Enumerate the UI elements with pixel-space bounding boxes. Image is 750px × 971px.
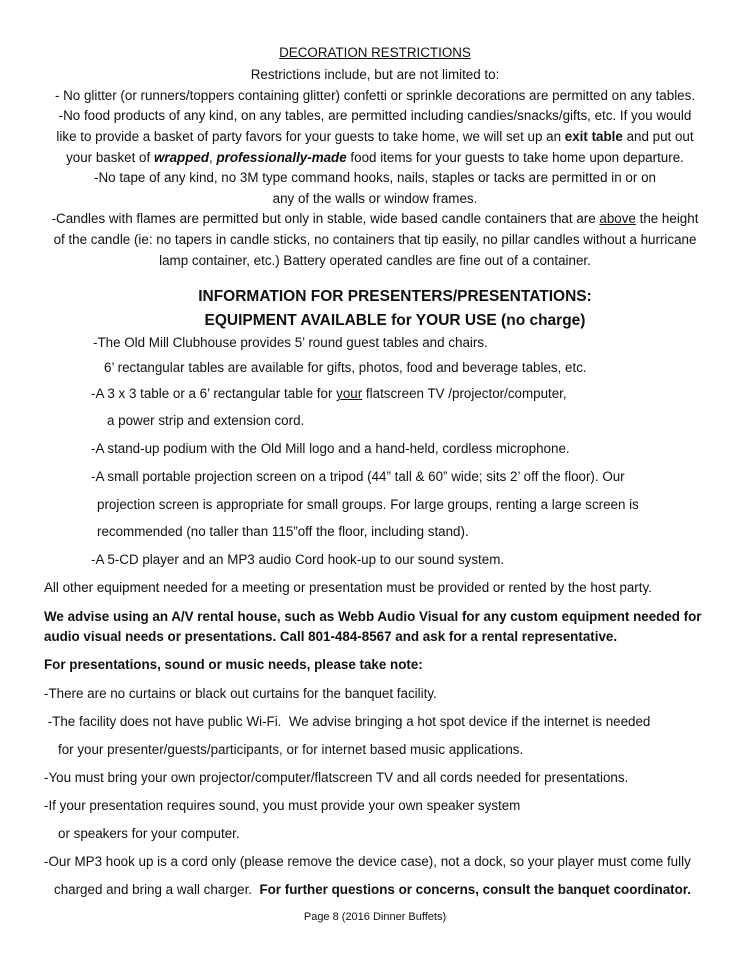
tables-line-2: 6’ rectangular tables are available for gifts, photos, food and beverage tables, etc. [104,360,587,375]
candle-rule-line-1: -Candles with flames are permitted but only in stable, wide based candle containers that are above the height [51,211,699,226]
professionally-made-emphasis: professionally-made [216,150,347,165]
decoration-intro: Restrictions include, but are not limited to: [250,67,500,82]
sound-line-2: or speakers for your computer. [58,826,240,841]
mp3-line-1: -Our MP3 hook up is a cord only (please remove the device case), not a dock, so your player must come fully [44,854,691,869]
wifi-line-1: -The facility does not have public Wi-Fi. We advise bringing a hot spot device if the internet is needed [44,714,651,729]
wifi-line-2: for your presenter/guests/participants, or for internet based music applications. [58,742,524,757]
tv-table-line-2: a power strip and extension cord. [107,413,305,428]
tape-rule-line-1: -No tape of any kind, no 3M type command hooks, nails, staples or tacks are permitted in or on [94,170,656,185]
glitter-rule: - No glitter (or runners/toppers containing glitter) confetti or sprinkle decorations are permitted on any tables. [54,88,696,103]
cd-player-line: -A 5-CD player and an MP3 audio Cord hook-up to our sound system. [91,552,505,567]
av-rental-line-1: We advise using an A/V rental house, such as Webb Audio Visual for any custom equipment needed for [44,609,702,624]
other-equipment-line: All other equipment needed for a meeting or presentation must be provided or rented by the host party. [44,580,652,595]
mp3-line-2: charged and bring a wall charger. For further questions or concerns, consult the banquet coordinator. [54,882,691,897]
podium-line: -A stand-up podium with the Old Mill logo and a hand-held, cordless microphone. [91,441,570,456]
decoration-title [0,43,750,63]
screen-line-2: projection screen is appropriate for small groups. For large groups, renting a large screen is [97,497,639,512]
candle-rule-line-3: lamp container, etc.) Battery operated candles are fine out of a container. [159,253,591,268]
curtains-line: -There are no curtains or black out curtains for the banquet facility. [44,686,437,701]
exit-table-emphasis: exit table [564,129,623,144]
sound-line-1: -If your presentation requires sound, you must provide your own speaker system [44,798,521,813]
food-rule-line-2: like to provide a basket of party favors for your guests to take home, we will set up an exit table and put out [56,129,694,144]
tv-table-line-1: -A 3 x 3 table or a 6’ rectangular table for your flatscreen TV /projector/computer, [91,386,567,401]
page-footer: Page 8 (2016 Dinner Buffets) [303,911,447,923]
tables-line-1: -The Old Mill Clubhouse provides 5’ round guest tables and chairs. [93,335,488,350]
take-note-heading: For presentations, sound or music needs, please take note: [44,657,423,672]
wrapped-emphasis: wrapped [153,150,209,165]
tape-rule-line-2: any of the walls or window frames. [272,191,478,206]
equipment-heading: EQUIPMENT AVAILABLE for YOUR USE (no charge) [204,312,586,329]
av-rental-line-2: audio visual needs or presentations. Call 801-484-8567 and ask for a rental representative. [44,629,618,644]
food-rule-line-3: your basket of wrapped, professionally-made food items for your guests to take home upon departure. [66,150,684,165]
screen-line-1: -A small portable projection screen on a tripod (44” tall & 60” wide; sits 2’ off the floor). Our [91,469,625,484]
screen-line-3: recommended (no taller than 115”off the floor, including stand). [97,524,469,539]
your-emphasis: your [336,386,363,401]
food-rule-line-1: -No food products of any kind, on any tables, are permitted including candies/snacks/gifts, etc. If you would [58,108,692,123]
presenters-heading: INFORMATION FOR PRESENTERS/PRESENTATIONS: [198,288,592,305]
contact-coordinator-emphasis: For further questions or concerns, consult the banquet coordinator. [259,882,691,897]
above-emphasis: above [599,211,636,226]
bring-equipment-line: -You must bring your own projector/computer/flatscreen TV and all cords needed for presentations. [44,770,629,785]
candle-rule-line-2: of the candle (ie: no tapers in candle sticks, no containers that tip easily, no pillar candles without a hurricane [53,232,697,247]
decoration-title-text: DECORATION RESTRICTIONS [279,45,471,60]
